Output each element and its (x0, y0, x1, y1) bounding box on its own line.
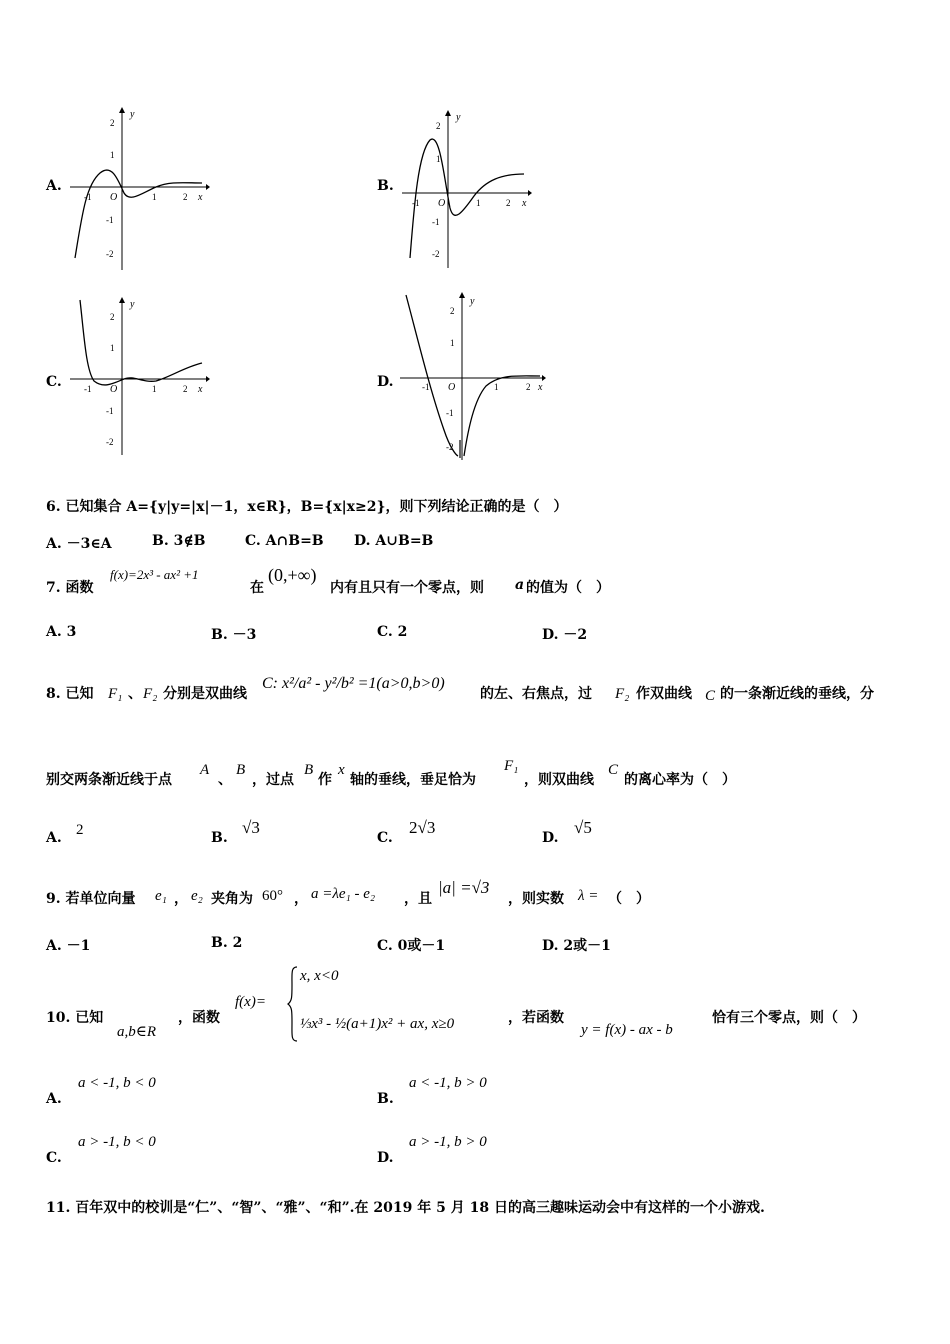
graph-b-tick-x2: 2 (506, 198, 511, 208)
question-10-d: 恰有三个零点，则（ ） (712, 1010, 866, 1026)
q7-option-a[interactable]: A. 3 (46, 624, 77, 640)
graph-b-y-label: y (456, 112, 461, 123)
q6-option-d[interactable]: D. A∪B=B (354, 533, 434, 549)
q9-norm: |a| =√3 (438, 878, 490, 897)
q8-sep2: 、 (218, 772, 232, 788)
graph-a-tick-y2: 2 (110, 118, 115, 128)
q10-option-c-value: a > -1, b < 0 (78, 1134, 156, 1150)
graph-b-tick-ym2: -2 (432, 249, 440, 259)
question-8-line2-b: ，过点 (252, 772, 294, 788)
question-9-f: ，则实数 (508, 891, 564, 907)
q9-angle: 60° (262, 888, 283, 904)
graph-c-tick-y2: 2 (110, 312, 115, 322)
graph-a (70, 105, 210, 270)
q8-option-b[interactable]: B. (211, 830, 228, 846)
question-8-line1-a: 8. 已知 (46, 686, 94, 702)
question-6-stem: 6. 已知集合 A={y|y=|x|－1，x∈R}，B={x|x≥2}，则下列结论正确的是（ ） (46, 499, 568, 515)
question-8-line2-f: 的离心率为（ ） (624, 772, 736, 788)
graph-d-tick-ym2: -2 (446, 442, 454, 452)
graph-d (400, 290, 550, 460)
q8-option-a-value: 2 (76, 822, 84, 838)
graph-a-tick-x1: 1 (152, 192, 157, 202)
q9-e2: e₂ (191, 888, 203, 904)
q9-e1: e₁ (155, 888, 167, 904)
q10-fx: f(x)= (235, 994, 266, 1010)
graph-b-tick-x1: 1 (476, 198, 481, 208)
q10-option-a[interactable]: A. (46, 1091, 62, 1107)
q8-point-b2: B (304, 762, 314, 778)
question-9-e: ，且 (404, 891, 432, 907)
q8-x: x (338, 762, 345, 778)
q10-brace (286, 965, 300, 1043)
question-11-stem: 11. 百年双中的校训是“仁”、“智”、“雅”、“和”.在 2019 年 5 月 18 日的高三趣味运动会中有这样的一个小游戏. (46, 1200, 765, 1216)
graph-d-tick-x2: 2 (526, 382, 531, 392)
question-7-var: a (515, 577, 525, 593)
question-8-line2-d: 轴的垂线，垂足恰为 (350, 772, 476, 788)
q9-option-b[interactable]: B. 2 (211, 935, 243, 951)
q7-option-c[interactable]: C. 2 (377, 624, 408, 640)
q8-c-b: C (608, 762, 619, 778)
q10-option-a-value: a < -1, b < 0 (78, 1075, 156, 1091)
graph-d-tick-xm1: -1 (422, 382, 430, 392)
q8-f2-b: F₂ (615, 686, 630, 702)
q8-option-d[interactable]: D. (542, 830, 559, 846)
q10-option-b[interactable]: B. (377, 1091, 394, 1107)
graph-a-tick-y1: 1 (110, 150, 115, 160)
graph-b-x-label: x (522, 198, 527, 209)
q6-option-b[interactable]: B. 3∉B (152, 533, 206, 549)
graph-d-y-label: y (470, 296, 475, 307)
q10-y: y = f(x) - ax - b (581, 1022, 673, 1038)
question-8-line1-b: 分别是双曲线 (163, 686, 247, 702)
q9-option-c[interactable]: C. 0或－1 (377, 938, 446, 954)
graph-b-tick-y1: 1 (436, 154, 441, 164)
graph-c-x-label: x (198, 384, 203, 395)
graph-c-tick-ym2: -2 (106, 437, 114, 447)
graph-c-origin: O (110, 384, 118, 395)
question-9-b: ， (174, 891, 188, 907)
q6-option-a[interactable]: A. －3∈A (46, 536, 112, 552)
graph-b-origin: O (438, 198, 446, 209)
q10-option-d-value: a > -1, b > 0 (409, 1134, 487, 1150)
graph-a-tick-ym2: -2 (106, 249, 114, 259)
question-7-prefix: 7. 函数 (46, 580, 94, 596)
question-9-g: （ ） (608, 891, 650, 907)
q10-option-d[interactable]: D. (377, 1150, 394, 1166)
graph-d-tick-y2: 2 (450, 306, 455, 316)
question-10-a: 10. 已知 (46, 1010, 104, 1026)
q8-option-c-value: 2√3 (409, 818, 436, 837)
question-8-line2-e: ，则双曲线 (524, 772, 594, 788)
graph-d-tick-x1: 1 (494, 382, 499, 392)
q7-option-d[interactable]: D. －2 (542, 627, 588, 643)
q8-c: C (705, 688, 716, 704)
question-8-line2-a: 别交两条渐近线于点 (46, 772, 172, 788)
q6-option-c[interactable]: C. A∩B=B (245, 533, 324, 549)
q10-option-c[interactable]: C. (46, 1150, 62, 1166)
question-7-suffix: 内有且只有一个零点，则 (330, 580, 484, 596)
q9-option-a[interactable]: A. －1 (46, 938, 91, 954)
q8-option-b-value: √3 (242, 818, 260, 837)
question-10-b: ，函数 (178, 1010, 220, 1026)
question-8-line1-d: 作双曲线 (636, 686, 692, 702)
graph-d-tick-ym1: -1 (446, 408, 454, 418)
q8-sep: 、 (128, 686, 142, 702)
q7-option-b[interactable]: B. －3 (211, 627, 257, 643)
graph-a-tick-x2: 2 (183, 192, 188, 202)
question-8-line2-c: 作 (318, 772, 332, 788)
graph-b (402, 108, 542, 268)
graph-c-tick-y1: 1 (110, 343, 115, 353)
q8-f1: F₁ (108, 686, 123, 702)
question-9-a: 9. 若单位向量 (46, 891, 136, 907)
graph-a-y-label: y (130, 109, 135, 120)
question-8-line1-c: 的左、右焦点，过 (480, 686, 592, 702)
graph-d-x-label: x (538, 382, 543, 393)
question-10-c: ，若函数 (508, 1010, 564, 1026)
question-7-mid: 在 (250, 580, 264, 596)
graph-c-tick-x1: 1 (152, 384, 157, 394)
graph-b-tick-xm1: -1 (412, 198, 420, 208)
q8-f2: F₂ (143, 686, 158, 702)
q8-point-a: A (200, 762, 210, 778)
question-9-d: ， (294, 891, 308, 907)
graph-c (70, 295, 210, 455)
question-7-suffix2: 的值为（ ） (526, 580, 610, 596)
graph-c-tick-x2: 2 (183, 384, 188, 394)
q8-option-a[interactable]: A. (46, 830, 62, 846)
graph-b-tick-ym1: -1 (432, 217, 440, 227)
question-7-function: f(x)=2x³ - ax² +1 (110, 567, 199, 582)
question-7-interval: (0,+∞) (268, 565, 317, 585)
q10-ab: a,b∈R (117, 1024, 157, 1040)
q8-option-d-value: √5 (574, 818, 592, 837)
graph-a-tick-xm1: -1 (84, 192, 92, 202)
q9-lambda: λ = (578, 888, 599, 904)
q8-hyperbola: C: x²/a² - y²/b² =1(a>0,b>0) (262, 675, 445, 692)
q10-case2: ⅓x³ - ½(a+1)x² + ax, x≥0 (300, 1016, 455, 1032)
graph-a-x-label: x (198, 192, 203, 203)
q9-vec: a =λe₁ - e₂ (311, 886, 376, 902)
graph-c-tick-xm1: -1 (84, 384, 92, 394)
graph-option-b-label[interactable]: B. (377, 178, 394, 194)
graph-c-tick-ym1: -1 (106, 406, 114, 416)
graph-c-y-label: y (130, 299, 135, 310)
graph-option-a-label[interactable]: A. (46, 178, 62, 194)
q10-option-b-value: a < -1, b > 0 (409, 1075, 487, 1091)
graph-option-c-label[interactable]: C. (46, 374, 62, 390)
graph-a-tick-ym1: -1 (106, 215, 114, 225)
q8-option-c[interactable]: C. (377, 830, 393, 846)
graph-d-origin: O (448, 382, 456, 393)
question-9-c: 夹角为 (211, 891, 253, 907)
graph-option-d-label[interactable]: D. (377, 374, 394, 390)
graph-d-tick-y1: 1 (450, 338, 455, 348)
q9-option-d[interactable]: D. 2或－1 (542, 938, 611, 954)
q8-f1-b: F₁ (504, 758, 519, 774)
graph-b-tick-y2: 2 (436, 121, 441, 131)
graph-a-origin: O (110, 192, 118, 203)
question-8-line1-e: 的一条渐近线的垂线，分 (720, 686, 874, 702)
q10-case1: x, x<0 (300, 968, 339, 984)
q8-point-b: B (236, 762, 246, 778)
